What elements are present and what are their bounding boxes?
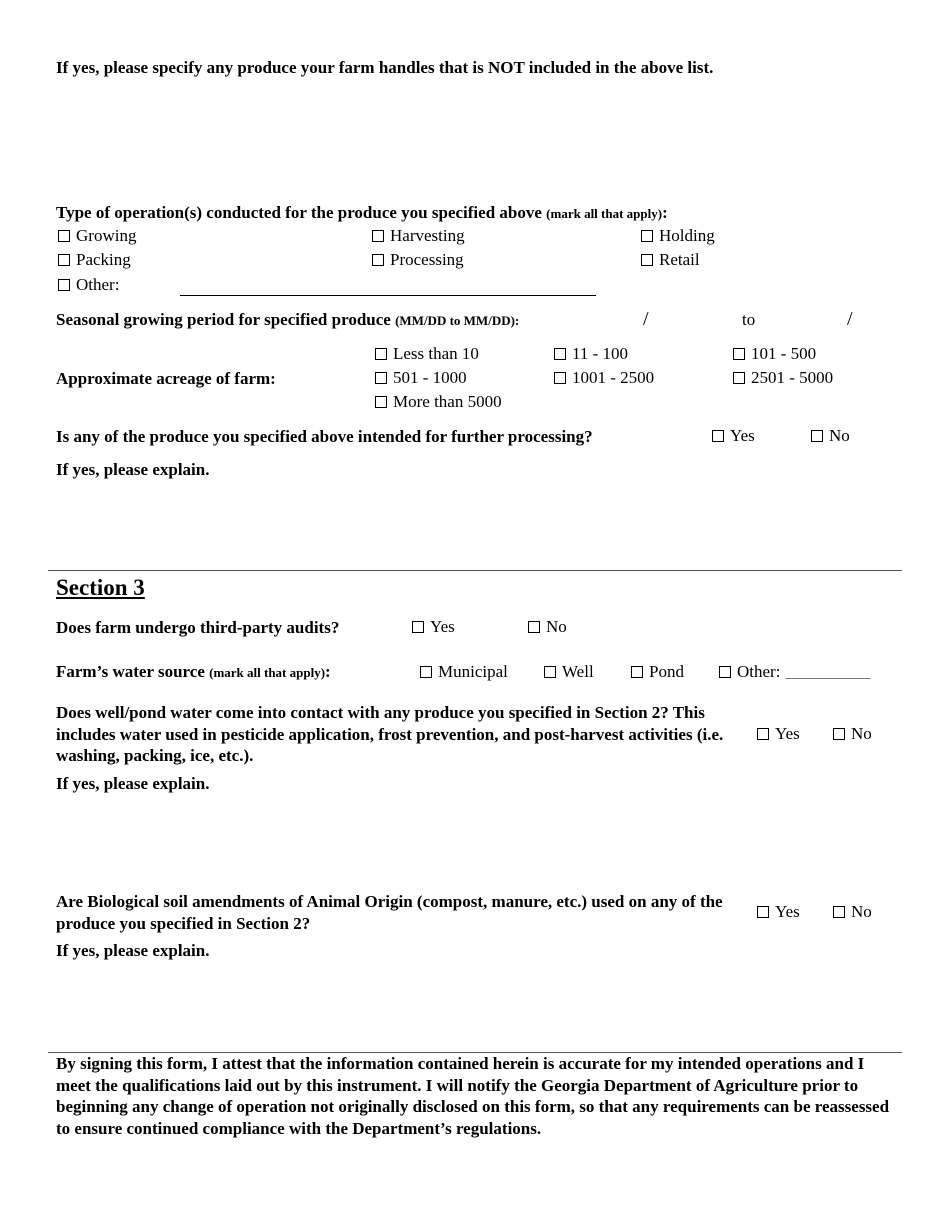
further-processing-yes-label: Yes bbox=[730, 426, 755, 445]
operation-growing-checkbox[interactable] bbox=[58, 226, 136, 246]
checkbox-icon bbox=[372, 254, 384, 266]
operations-question-text: Type of operation(s) conducted for the produce you specified above bbox=[56, 203, 542, 222]
checkbox-icon bbox=[58, 230, 70, 242]
operations-question bbox=[56, 203, 668, 223]
seasonal-to-label: to bbox=[742, 310, 756, 329]
acreage-11-100-checkbox[interactable] bbox=[554, 344, 628, 364]
water-municipal-checkbox[interactable] bbox=[420, 662, 508, 682]
audits-no-label: No bbox=[546, 617, 567, 636]
acreage-1001-2500-label: 1001 - 2500 bbox=[572, 368, 655, 387]
acreage-question: Approximate acreage of farm: bbox=[56, 369, 276, 388]
operations-colon: : bbox=[662, 203, 668, 222]
operation-other-label: Other: bbox=[76, 275, 120, 294]
checkbox-icon bbox=[631, 666, 643, 678]
checkbox-icon bbox=[412, 621, 424, 633]
checkbox-icon bbox=[58, 279, 70, 291]
acreage-1001-2500-checkbox[interactable] bbox=[554, 368, 654, 388]
operation-processing-label: Processing bbox=[390, 250, 464, 269]
operations-hint: (mark all that apply) bbox=[546, 206, 663, 221]
checkbox-icon bbox=[641, 230, 653, 242]
produce-not-listed-question: If yes, please specify any produce your farm handles that is NOT included in the above list. bbox=[56, 58, 714, 77]
checkbox-icon bbox=[811, 430, 823, 442]
acreage-11-100-label: 11 - 100 bbox=[572, 344, 629, 363]
acreage-101-500-checkbox[interactable] bbox=[733, 344, 816, 364]
further-processing-explain: If yes, please explain. bbox=[56, 460, 210, 479]
further-processing-no-label: No bbox=[829, 426, 850, 445]
operation-holding-checkbox[interactable] bbox=[641, 226, 715, 246]
acreage-gt5000-checkbox[interactable] bbox=[375, 392, 502, 412]
amendments-explain: If yes, please explain. bbox=[56, 941, 210, 960]
amendments-yes-label: Yes bbox=[775, 902, 800, 921]
water-contact-question: Does well/pond water come into contact with any produce you specified in Section 2? This includes water used in pesticide application, frost prevention, and post-harvest activities (i.e. washing, packing, ice, etc.). bbox=[56, 703, 724, 765]
operation-growing-label: Growing bbox=[76, 226, 137, 245]
water-contact-yes-checkbox[interactable] bbox=[757, 724, 800, 744]
water-contact-explain: If yes, please explain. bbox=[56, 774, 210, 793]
water-contact-no-label: No bbox=[851, 724, 872, 743]
operation-other-checkbox[interactable] bbox=[58, 275, 119, 295]
water-well-label: Well bbox=[562, 662, 594, 681]
acreage-501-1000-checkbox[interactable] bbox=[375, 368, 467, 388]
water-source-question bbox=[56, 662, 331, 682]
operation-harvesting-label: Harvesting bbox=[390, 226, 465, 245]
operation-processing-checkbox[interactable] bbox=[372, 250, 464, 270]
water-source-hint: (mark all that apply) bbox=[209, 665, 326, 680]
acreage-lt10-label: Less than 10 bbox=[393, 344, 479, 363]
acreage-2501-5000-label: 2501 - 5000 bbox=[751, 368, 834, 387]
operation-retail-label: Retail bbox=[659, 250, 700, 269]
water-other-checkbox[interactable] bbox=[719, 662, 870, 682]
seasonal-start-slash: / bbox=[643, 308, 649, 330]
water-pond-label: Pond bbox=[649, 662, 684, 681]
acreage-gt5000-label: More than 5000 bbox=[393, 392, 502, 411]
checkbox-icon bbox=[544, 666, 556, 678]
checkbox-icon bbox=[833, 728, 845, 740]
amendments-yes-checkbox[interactable] bbox=[757, 902, 800, 922]
checkbox-icon bbox=[712, 430, 724, 442]
seasonal-hint: (MM/DD to MM/DD): bbox=[395, 313, 520, 328]
checkbox-icon bbox=[420, 666, 432, 678]
water-other-input[interactable]: __________ bbox=[785, 662, 871, 681]
water-source-question-text: Farm’s water source bbox=[56, 662, 205, 681]
water-contact-no-checkbox[interactable] bbox=[833, 724, 872, 744]
water-municipal-label: Municipal bbox=[438, 662, 508, 681]
acreage-501-1000-label: 501 - 1000 bbox=[393, 368, 467, 387]
seasonal-question bbox=[56, 310, 519, 330]
section-divider bbox=[48, 570, 902, 571]
amendments-no-checkbox[interactable] bbox=[833, 902, 872, 922]
checkbox-icon bbox=[372, 230, 384, 242]
audits-yes-label: Yes bbox=[430, 617, 455, 636]
acreage-lt10-checkbox[interactable] bbox=[375, 344, 479, 364]
water-well-checkbox[interactable] bbox=[544, 662, 594, 682]
operation-other-input-line[interactable] bbox=[180, 295, 596, 296]
checkbox-icon bbox=[733, 348, 745, 360]
checkbox-icon bbox=[757, 728, 769, 740]
checkbox-icon bbox=[375, 396, 387, 408]
further-processing-yes-checkbox[interactable] bbox=[712, 426, 755, 446]
checkbox-icon bbox=[554, 348, 566, 360]
amendments-no-label: No bbox=[851, 902, 872, 921]
operation-harvesting-checkbox[interactable] bbox=[372, 226, 465, 246]
checkbox-icon bbox=[757, 906, 769, 918]
further-processing-question: Is any of the produce you specified above intended for further processing? bbox=[56, 427, 593, 446]
further-processing-no-checkbox[interactable] bbox=[811, 426, 850, 446]
amendments-question: Are Biological soil amendments of Animal Origin (compost, manure, etc.) used on any of the produce you specified in Section 2? bbox=[56, 892, 723, 933]
water-contact-yes-label: Yes bbox=[775, 724, 800, 743]
checkbox-icon bbox=[641, 254, 653, 266]
checkbox-icon bbox=[58, 254, 70, 266]
audits-no-checkbox[interactable] bbox=[528, 617, 567, 637]
audits-yes-checkbox[interactable] bbox=[412, 617, 455, 637]
acreage-2501-5000-checkbox[interactable] bbox=[733, 368, 833, 388]
water-pond-checkbox[interactable] bbox=[631, 662, 684, 682]
seasonal-question-text: Seasonal growing period for specified produce bbox=[56, 310, 391, 329]
water-source-colon: : bbox=[325, 662, 331, 681]
audits-question: Does farm undergo third-party audits? bbox=[56, 618, 340, 637]
operation-retail-checkbox[interactable] bbox=[641, 250, 700, 270]
operation-packing-checkbox[interactable] bbox=[58, 250, 131, 270]
section-3-title: Section 3 bbox=[56, 575, 145, 600]
checkbox-icon bbox=[554, 372, 566, 384]
acreage-101-500-label: 101 - 500 bbox=[751, 344, 817, 363]
operation-holding-label: Holding bbox=[659, 226, 715, 245]
attestation-text: By signing this form, I attest that the information contained herein is accurate for my intended operations and I meet the qualifications laid out by this instrument. I will notify the Georgia Department of Agriculture prior to beginning any change of operation not originally disclosed on this form, so that any requirements can be reassessed to ensure continued compliance with the Department’s regulations. bbox=[56, 1054, 890, 1138]
checkbox-icon bbox=[375, 348, 387, 360]
checkbox-icon bbox=[833, 906, 845, 918]
checkbox-icon bbox=[528, 621, 540, 633]
water-other-label: Other: bbox=[737, 662, 781, 681]
seasonal-end-slash: / bbox=[847, 308, 853, 330]
checkbox-icon bbox=[375, 372, 387, 384]
checkbox-icon bbox=[719, 666, 731, 678]
operation-packing-label: Packing bbox=[76, 250, 131, 269]
checkbox-icon bbox=[733, 372, 745, 384]
